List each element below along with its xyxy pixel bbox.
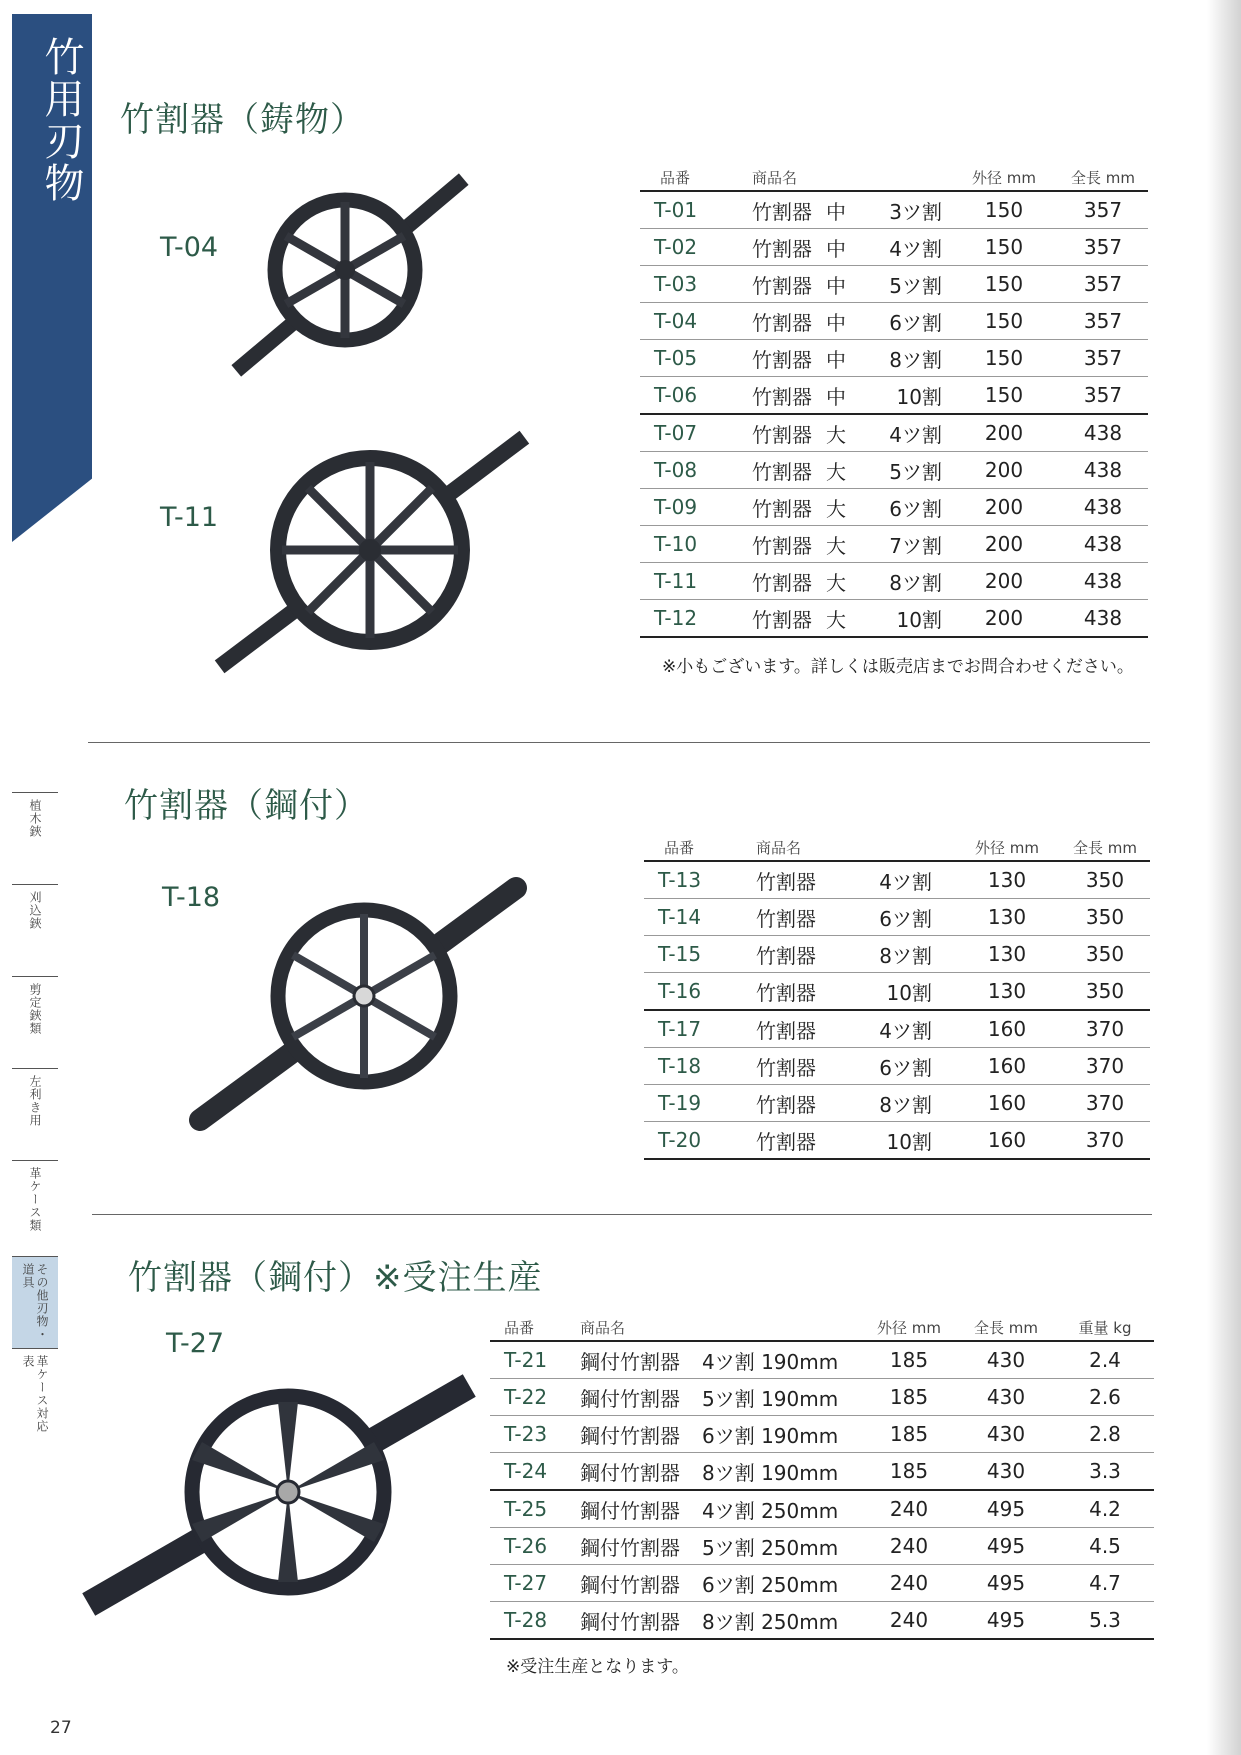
table-row: T-12 竹割器 大 10割 200 438 xyxy=(640,600,1148,638)
section3-table xyxy=(490,1310,1154,1640)
col-name: 商品名 xyxy=(756,830,954,861)
side-index-tab-sonota[interactable]: その他刃物・道具 xyxy=(12,1256,58,1349)
bamboo-splitter-t18-image xyxy=(188,874,528,1134)
col-weight: 重量 kg xyxy=(1056,1310,1154,1341)
col-diameter: 外径 mm xyxy=(950,160,1058,191)
side-index-tab-sentei[interactable]: 剪定鋏類 xyxy=(12,976,58,1069)
section-divider-2 xyxy=(92,1214,1152,1215)
section1-label-t04: T-04 xyxy=(160,232,219,263)
section1-table xyxy=(640,160,1148,638)
table-row: T-02 竹割器 中 4ツ割 150 357 xyxy=(640,229,1148,266)
table-row: T-08 竹割器 大 5ツ割 200 438 xyxy=(640,452,1148,489)
table-row: T-14 竹割器 6ツ割 130 350 xyxy=(644,899,1150,936)
page-edge xyxy=(1207,0,1241,1755)
col-name: 商品名 xyxy=(580,1310,862,1341)
bamboo-splitter-t11-image xyxy=(212,432,532,672)
table-row: T-25 鋼付竹割器 4ツ割 250mm 240 495 4.2 xyxy=(490,1490,1154,1528)
table-row: T-04 竹割器 中 6ツ割 150 357 xyxy=(640,303,1148,340)
table-row: T-09 竹割器 大 6ツ割 200 438 xyxy=(640,489,1148,526)
table-row: T-10 竹割器 大 7ツ割 200 438 xyxy=(640,526,1148,563)
page-number: 27 xyxy=(50,1718,72,1738)
table-row: T-17 竹割器 4ツ割 160 370 xyxy=(644,1010,1150,1048)
bamboo-splitter-t04-image xyxy=(230,170,470,380)
section2-label-t18: T-18 xyxy=(162,882,221,913)
col-length: 全長 mm xyxy=(1060,830,1150,861)
table-row: T-24 鋼付竹割器 8ツ割 190mm 185 430 3.3 xyxy=(490,1453,1154,1491)
col-code: 品番 xyxy=(490,1310,580,1341)
table-row: T-20 竹割器 10割 160 370 xyxy=(644,1122,1150,1160)
section1-note: ※小もございます。詳しくは販売店までお問合わせください。 xyxy=(662,657,1134,677)
col-length: 全長 mm xyxy=(956,1310,1056,1341)
section3-title: 竹割器（鋼付）※受注生産 xyxy=(128,1258,543,1298)
section3-label-t27: T-27 xyxy=(166,1328,225,1359)
section3-note: ※受注生産となります。 xyxy=(506,1657,689,1677)
table-row: T-03 竹割器 中 5ツ割 150 357 xyxy=(640,266,1148,303)
table-row: T-19 竹割器 8ツ割 160 370 xyxy=(644,1085,1150,1122)
bamboo-splitter-t27-image xyxy=(92,1380,466,1610)
table-row: T-07 竹割器 大 4ツ割 200 438 xyxy=(640,414,1148,452)
section2-title: 竹割器（鋼付） xyxy=(124,786,369,826)
side-index-tab-kawa-case[interactable]: 革ケース類 xyxy=(12,1160,58,1257)
table-row: T-28 鋼付竹割器 8ツ割 250mm 240 495 5.3 xyxy=(490,1602,1154,1640)
table-row: T-18 竹割器 6ツ割 160 370 xyxy=(644,1048,1150,1085)
table-row: T-21 鋼付竹割器 4ツ割 190mm 185 430 2.4 xyxy=(490,1341,1154,1379)
side-index-tab-karikomi[interactable]: 刈込鋏 xyxy=(12,884,58,977)
col-code: 品番 xyxy=(640,160,752,191)
table-row: T-13 竹割器 4ツ割 130 350 xyxy=(644,861,1150,899)
table-row: T-01 竹割器 中 3ツ割 150 357 xyxy=(640,191,1148,229)
side-index-tab-hidarikiki[interactable]: 左利き用 xyxy=(12,1068,58,1161)
col-length: 全長 mm xyxy=(1058,160,1148,191)
col-diameter: 外径 mm xyxy=(862,1310,956,1341)
table-row: T-22 鋼付竹割器 5ツ割 190mm 185 430 2.6 xyxy=(490,1379,1154,1416)
col-diameter: 外径 mm xyxy=(954,830,1060,861)
side-index-tab-ueki[interactable]: 植木鋏 xyxy=(12,792,58,885)
section1-title: 竹割器（鋳物） xyxy=(120,100,365,140)
section2-table xyxy=(644,830,1150,1160)
section1-label-t11: T-11 xyxy=(160,502,219,533)
category-title: 竹用刃物 xyxy=(38,36,84,204)
table-row: T-16 竹割器 10割 130 350 xyxy=(644,973,1150,1011)
table-row: T-27 鋼付竹割器 6ツ割 250mm 240 495 4.7 xyxy=(490,1565,1154,1602)
table-row: T-26 鋼付竹割器 5ツ割 250mm 240 495 4.5 xyxy=(490,1528,1154,1565)
side-index-tab-case-table[interactable]: 革ケース対応表 xyxy=(12,1348,58,1439)
table-row: T-15 竹割器 8ツ割 130 350 xyxy=(644,936,1150,973)
col-name: 商品名 xyxy=(752,160,950,191)
section-divider-1 xyxy=(88,742,1150,743)
table-row: T-05 竹割器 中 8ツ割 150 357 xyxy=(640,340,1148,377)
col-code: 品番 xyxy=(644,830,756,861)
table-row: T-11 竹割器 大 8ツ割 200 438 xyxy=(640,563,1148,600)
table-row: T-06 竹割器 中 10割 150 357 xyxy=(640,377,1148,415)
table-row: T-23 鋼付竹割器 6ツ割 190mm 185 430 2.8 xyxy=(490,1416,1154,1453)
